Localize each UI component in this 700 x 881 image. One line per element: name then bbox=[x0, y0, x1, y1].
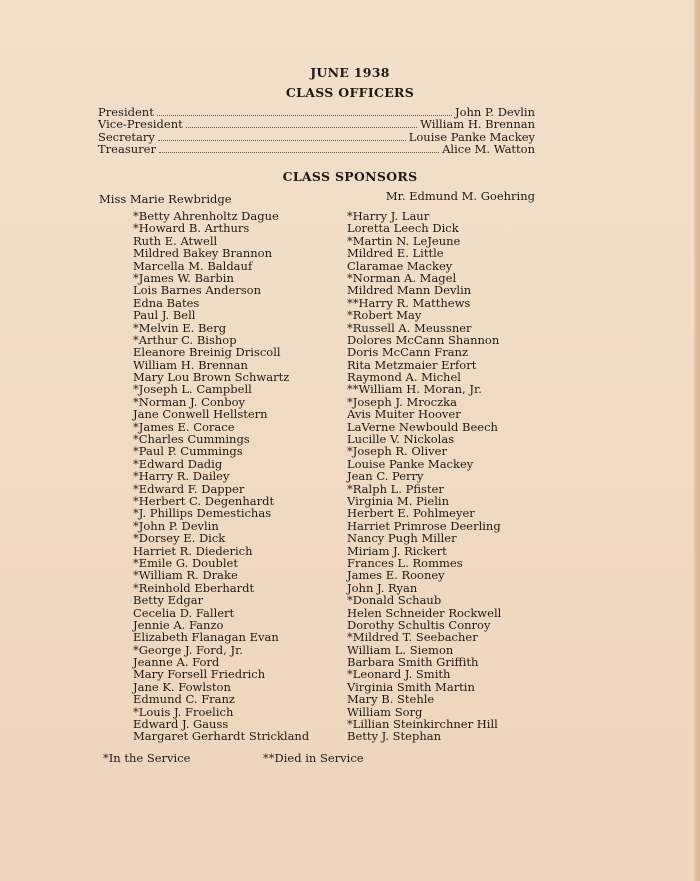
member-name: Virginia Smith Martin bbox=[347, 679, 475, 694]
member-name: *Melvin E. Berg bbox=[133, 320, 227, 335]
member-name: **Harry R. Matthews bbox=[347, 295, 471, 310]
member-name: *Emile G. Doublet bbox=[133, 555, 238, 570]
member-name: *Joseph J. Mroczka bbox=[347, 394, 457, 409]
member-name: *Joseph R. Oliver bbox=[347, 444, 447, 459]
member-name: *Lillian Steinkirchner Hill bbox=[347, 717, 498, 732]
dot-leader bbox=[159, 151, 439, 153]
member-name: Marcella M. Baldauf bbox=[133, 258, 253, 273]
officer-name: Alice M. Watton bbox=[442, 142, 535, 157]
member-name: *George J. Ford, Jr. bbox=[133, 642, 243, 657]
member-name: Helen Schneider Rockwell bbox=[347, 605, 502, 620]
member-name: *Mildred T. Seebacher bbox=[347, 630, 478, 645]
member-name: *Arthur C. Bishop bbox=[133, 332, 237, 347]
member-name: Edward J. Gauss bbox=[133, 717, 229, 732]
member-name: William H. Brennan bbox=[133, 357, 248, 372]
member-name: Rita Metzmaier Erfort bbox=[347, 357, 477, 372]
member-name: *Paul P. Cummings bbox=[133, 444, 243, 459]
member-name: **William H. Moran, Jr. bbox=[347, 382, 482, 397]
member-name: Eleanore Breinig Driscoll bbox=[133, 345, 281, 360]
member-name: Mary Lou Brown Schwartz bbox=[133, 370, 290, 385]
member-name: Miriam J. Rickert bbox=[347, 543, 447, 558]
member-name: *Leonard J. Smith bbox=[347, 667, 451, 682]
member-name: Mary Forsell Friedrich bbox=[133, 667, 266, 682]
member-name: Harriet R. Diederich bbox=[133, 543, 253, 558]
member-name: *Russell A. Meussner bbox=[347, 320, 472, 335]
member-name: *J. Phillips Demestichas bbox=[133, 506, 272, 521]
officer-name: William H. Brennan bbox=[420, 117, 535, 132]
dot-leader bbox=[157, 114, 452, 116]
member-name: Ruth E. Atwell bbox=[133, 233, 218, 248]
footnote-in-service: *In the Service bbox=[103, 751, 191, 765]
member-name: Raymond A. Michel bbox=[347, 370, 461, 385]
member-name: *Reinhold Eberhardt bbox=[133, 580, 255, 595]
officer-title: President bbox=[98, 105, 154, 119]
member-name: LaVerne Newbould Beech bbox=[347, 419, 498, 434]
member-name: *Harry J. Laur bbox=[347, 209, 430, 223]
officer-title: Treasurer bbox=[98, 142, 156, 157]
member-name: Dorothy Schultis Conroy bbox=[347, 617, 491, 632]
member-name: *Herbert C. Degenhardt bbox=[133, 493, 275, 508]
member-name: *Charles Cummings bbox=[133, 432, 250, 447]
member-name: *Martin N. LeJeune bbox=[347, 233, 461, 248]
member-name: *Joseph L. Campbell bbox=[133, 382, 252, 397]
officer-row bbox=[98, 143, 535, 155]
member-name: Jane K. Fowlston bbox=[133, 679, 231, 694]
member-name: Margaret Gerhardt Strickland bbox=[133, 729, 310, 744]
member-name: William Sorg bbox=[347, 704, 423, 719]
member-name: *John P. Devlin bbox=[133, 518, 219, 533]
member-name: Jane Conwell Hellstern bbox=[133, 407, 268, 422]
member-name: Mary B. Stehle bbox=[347, 692, 435, 707]
member-name: Louise Panke Mackey bbox=[347, 456, 474, 471]
page-date-heading: JUNE 1938 bbox=[310, 65, 390, 80]
member-list-left bbox=[133, 210, 309, 743]
member-name: *Donald Schaub bbox=[347, 593, 442, 608]
member-name: Virginia M. Pielin bbox=[347, 493, 449, 508]
class-sponsors-heading: CLASS SPONSORS bbox=[282, 169, 418, 184]
member-name: Herbert E. Pohlmeyer bbox=[347, 506, 475, 521]
member-name: Avis Muiter Hoover bbox=[347, 407, 461, 422]
member-name: *Louis J. Froelich bbox=[133, 704, 234, 719]
member-name: Doris McCann Franz bbox=[347, 345, 469, 360]
member-name: *Ralph L. Pfister bbox=[347, 481, 444, 496]
member-name: Elizabeth Flanagan Evan bbox=[133, 630, 279, 645]
member-name: Harriet Primrose Deerling bbox=[347, 518, 501, 533]
class-officers-heading: CLASS OFFICERS bbox=[285, 85, 415, 100]
member-name: Paul J. Bell bbox=[133, 308, 196, 323]
member-name: Cecelia D. Fallert bbox=[133, 605, 235, 620]
member-name: Mildred Bakey Brannon bbox=[133, 246, 272, 261]
officers-list bbox=[98, 106, 535, 156]
member-name: Edna Bates bbox=[133, 295, 200, 310]
officer-title: Secretary bbox=[98, 129, 155, 144]
member-name: Edmund C. Franz bbox=[133, 692, 235, 707]
member-name: *Howard B. Arthurs bbox=[133, 221, 250, 236]
member-name: James E. Rooney bbox=[347, 568, 445, 583]
member-name: Loretta Leech Dick bbox=[347, 221, 459, 236]
member-name: Frances L. Rommes bbox=[347, 555, 463, 570]
page-edge bbox=[694, 0, 700, 881]
sponsor-right: Mr. Edmund M. Goehring bbox=[385, 189, 535, 203]
member-name: *Betty Ahrenholtz Dague bbox=[133, 209, 279, 223]
member-name: Barbara Smith Griffith bbox=[347, 655, 479, 670]
officer-name: Louise Panke Mackey bbox=[408, 129, 535, 144]
member-name: Lucille V. Nickolas bbox=[347, 432, 455, 447]
member-name: Betty J. Stephan bbox=[347, 729, 442, 744]
member-name: William L. Siemon bbox=[347, 642, 454, 657]
member-name: *Edward Dadig bbox=[133, 456, 223, 471]
member-name: *James E. Corace bbox=[133, 419, 235, 434]
footnote-died-in-service: **Died in Service bbox=[263, 751, 364, 765]
dot-leader bbox=[158, 139, 406, 141]
member-name: John J. Ryan bbox=[347, 580, 418, 595]
member-name: *Edward F. Dapper bbox=[133, 481, 245, 496]
member-name: Jeanne A. Ford bbox=[133, 655, 220, 670]
member-name: *William R. Drake bbox=[133, 568, 238, 583]
member-name: Dolores McCann Shannon bbox=[347, 332, 500, 347]
member-name: *Norman A. Magel bbox=[347, 270, 457, 285]
officer-row bbox=[98, 118, 535, 130]
member-name: Nancy Pugh Miller bbox=[347, 531, 457, 546]
member-name: Mildred E. Little bbox=[347, 246, 444, 261]
member-name: Mildred Mann Devlin bbox=[347, 283, 472, 298]
member-name: Betty Edgar bbox=[133, 593, 204, 608]
member-name: *James W. Barbin bbox=[133, 270, 234, 285]
member-name: Lois Barnes Anderson bbox=[133, 283, 261, 298]
member-list-right bbox=[347, 210, 501, 743]
member-name: *Robert May bbox=[347, 308, 422, 323]
member-name: Jennie A. Fanzo bbox=[133, 617, 224, 632]
member-name: Jean C. Perry bbox=[347, 469, 424, 484]
member-name: *Dorsey E. Dick bbox=[133, 531, 226, 546]
officer-name: John P. Devlin bbox=[454, 105, 535, 119]
member-name: Claramae Mackey bbox=[347, 258, 453, 273]
member-name: *Harry R. Dailey bbox=[133, 469, 230, 484]
member-name: *Norman J. Conboy bbox=[133, 394, 245, 409]
dot-leader bbox=[186, 126, 417, 128]
sponsor-left: Miss Marie Rewbridge bbox=[99, 192, 232, 206]
officer-title: Vice-President bbox=[98, 117, 183, 132]
